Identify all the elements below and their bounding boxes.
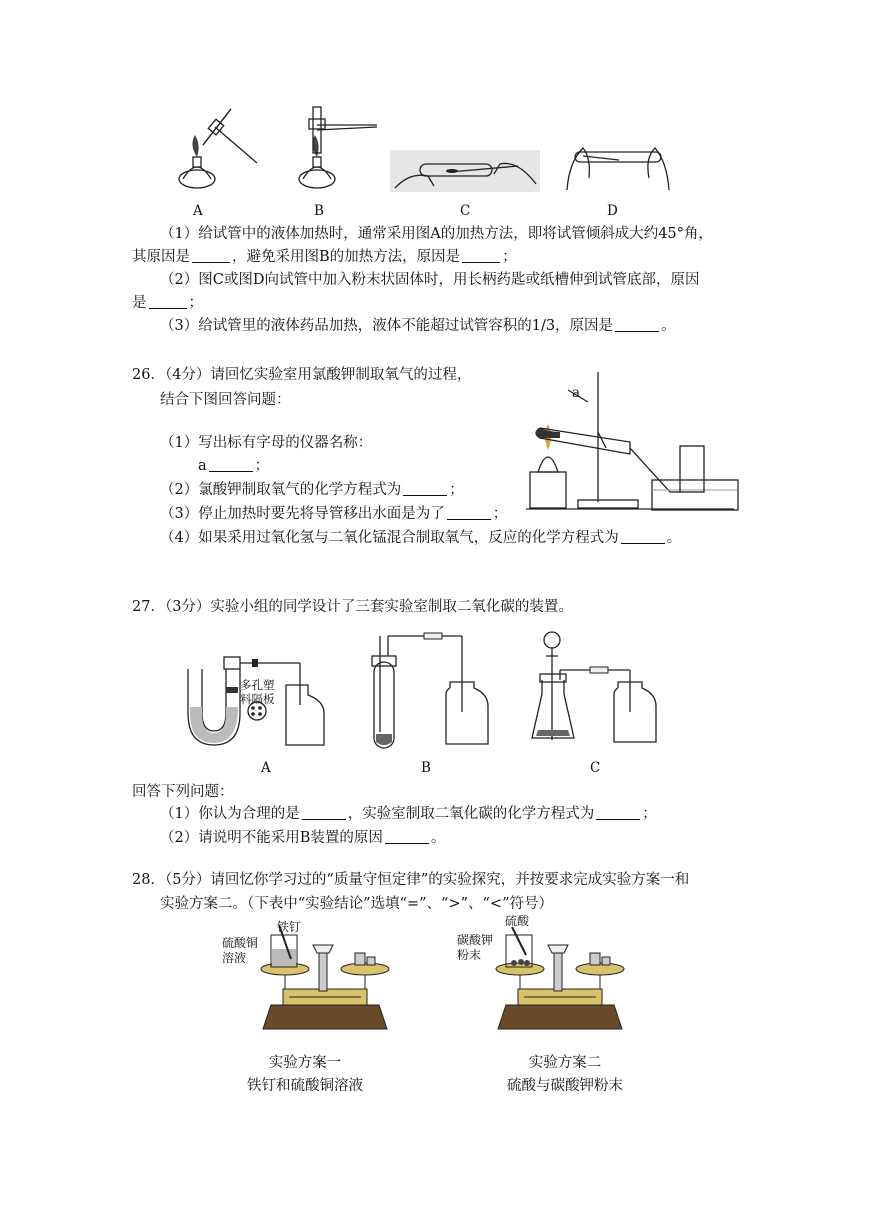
plan-1-subtitle: 铁钉和硫酸铜溶液 <box>247 1078 363 1094</box>
q27-line-3 <box>160 805 657 823</box>
answer-blank[interactable] <box>192 250 230 263</box>
q26-line-1: 26．（4分）请回忆实验室用氯酸钾制取氧气的过程， <box>132 367 472 383</box>
fig-co2-apparatus-b <box>366 632 496 752</box>
fig27-label-c: C <box>590 760 601 776</box>
q25-line-4-b: ； <box>188 295 203 311</box>
answer-blank[interactable] <box>209 459 253 472</box>
fig-heating-a <box>175 105 265 195</box>
answer-blank[interactable] <box>302 807 346 820</box>
q26-line-6-b: ； <box>492 506 508 522</box>
answer-blank[interactable] <box>621 531 665 544</box>
solution-label-line-1: 硫酸铜 <box>222 936 259 950</box>
fig25-label-b: B <box>314 203 324 219</box>
q25-line-5-b: 。 <box>661 318 676 334</box>
q26-line-6 <box>160 505 507 523</box>
fig25-label-d: D <box>607 203 618 219</box>
q27-line-4-a: （2）请说明不能采用B装置的原因 <box>160 830 383 846</box>
answer-blank[interactable] <box>385 831 429 844</box>
q26-line-7-a: （4）如果采用过氧化氢与二氧化锰混合制取氧气，反应的化学方程式为 <box>160 530 619 546</box>
fig-oxygen-apparatus <box>520 372 740 517</box>
fig-balance-1 <box>255 925 395 1035</box>
q27-line-1: 27．（3分）实验小组的同学设计了三套实验室制取二氧化碳的装置。 <box>132 599 573 615</box>
answer-blank[interactable] <box>403 483 447 496</box>
fig-powder-d <box>563 138 673 193</box>
fig25-label-c: C <box>460 203 471 219</box>
q27-line-2: 回答下列问题： <box>132 784 234 800</box>
q26-line-2: 结合下图回答问题： <box>160 392 291 408</box>
q26-line-7-b: 。 <box>666 530 682 546</box>
q27-line-3-a: （1）你认为合理的是 <box>160 806 300 822</box>
q28-line-1: 28．（5分）请回忆你学习过的“质量守恒定律”的实验探究，并按要求完成实验方案一和 <box>132 872 690 888</box>
q26-line-5-a: （2）氯酸钾制取氧气的化学方程式为 <box>160 482 402 498</box>
plan-2-title: 实验方案二 <box>528 1055 602 1071</box>
answer-blank[interactable] <box>462 250 500 263</box>
q27-line-4 <box>160 829 445 847</box>
plan-2-subtitle: 硫酸与碳酸钾粉末 <box>507 1078 623 1094</box>
q28-line-2: 实验方案二。（下表中“实验结论”选填“=”、“>”、“<”符号） <box>160 896 553 912</box>
q25-line-4-a: 是 <box>132 295 147 311</box>
fig-balance-2 <box>490 925 630 1035</box>
q25-line-5 <box>160 317 676 335</box>
fig25-label-a: A <box>193 203 203 219</box>
q25-line-2-b: ，避免采用图B的加热方法，原因是 <box>232 249 461 265</box>
fig27-label-b: B <box>421 760 431 776</box>
q25-line-1: （1）给试管中的液体加热时，通常采用图A的加热方法，即将试管倾斜成大约45°角， <box>160 226 713 242</box>
plate-label-line-2: 料隔板 <box>240 692 275 706</box>
acid-label: 硫酸 <box>505 914 530 928</box>
q26-line-7 <box>160 529 681 547</box>
fig27-label-a: A <box>261 760 271 776</box>
q25-line-4 <box>132 294 203 312</box>
answer-blank[interactable] <box>615 319 659 332</box>
q27-line-3-b: ，实验室制取二氧化碳的化学方程式为 <box>347 806 595 822</box>
answer-blank[interactable] <box>596 807 640 820</box>
solution-label-line-2: 溶液 <box>222 951 247 965</box>
q26-line-4 <box>198 457 269 475</box>
fig26-label-a: a <box>572 385 581 401</box>
q25-line-5-a: （3）给试管里的液体药品加热，液体不能超过试管容积的1/3，原因是 <box>160 318 614 334</box>
plate-label-line-1: 多孔塑 <box>240 678 275 692</box>
q25-line-2-c: ； <box>502 249 517 265</box>
fig-co2-apparatus-c <box>530 630 670 750</box>
q26-line-4-a: a <box>198 458 207 474</box>
q25-line-2-a: 其原因是 <box>132 249 190 265</box>
q26-line-4-b: ； <box>254 458 270 474</box>
q26-line-5-b: ； <box>449 482 464 498</box>
plan-1-title: 实验方案一 <box>268 1055 342 1071</box>
fig-powder-c <box>390 150 540 192</box>
q25-line-2 <box>132 248 517 266</box>
q25-line-3: （2）图C或图D向试管中加入粉末状固体时，用长柄药匙或纸槽伸到试管底部，原因 <box>160 272 700 288</box>
powder-label-line-2: 粉末 <box>457 948 482 962</box>
answer-blank[interactable] <box>149 296 187 309</box>
q26-line-3: （1）写出标有字母的仪器名称： <box>160 435 373 451</box>
powder-label-line-1: 碳酸钾 <box>457 933 494 947</box>
fig-heating-b <box>295 105 385 195</box>
q27-line-4-b: 。 <box>430 830 446 846</box>
q27-line-3-c: ； <box>642 806 657 822</box>
answer-blank[interactable] <box>447 507 491 520</box>
nail-label: 铁钉 <box>277 920 302 934</box>
q26-line-6-a: （3）停止加热时要先将导管移出水面是为了 <box>160 506 445 522</box>
q26-line-5 <box>160 481 464 499</box>
